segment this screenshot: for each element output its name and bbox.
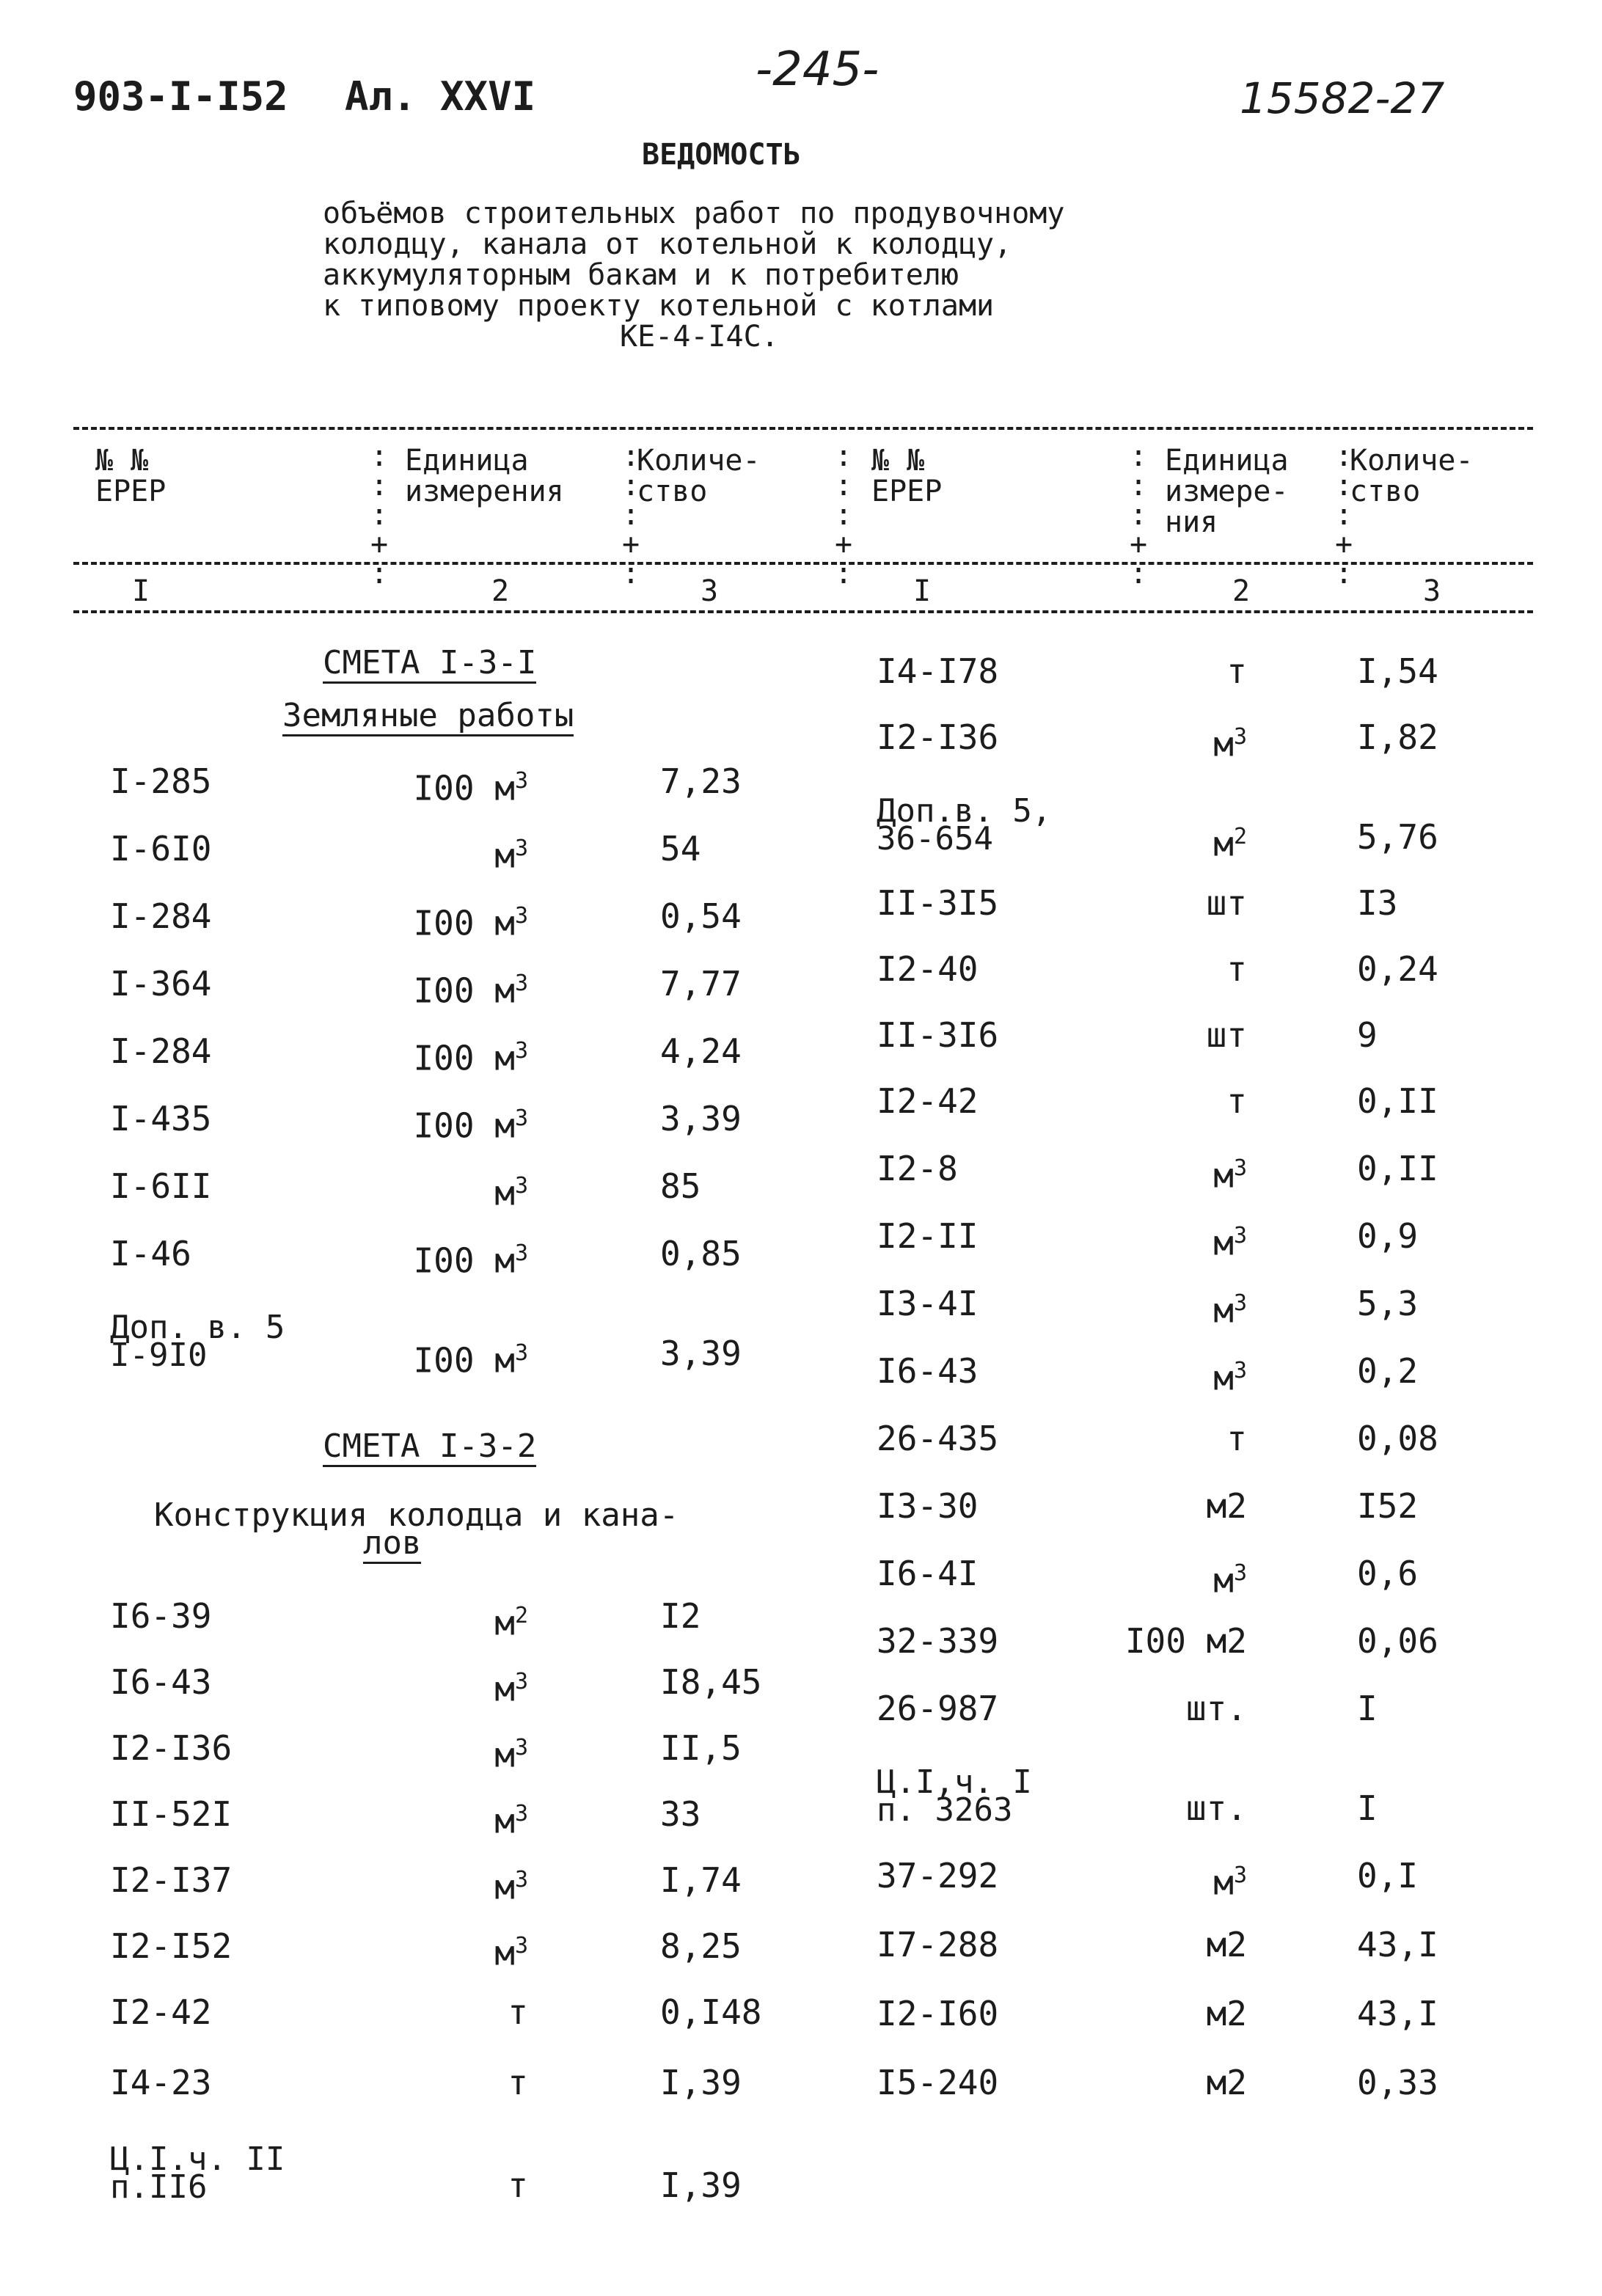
unit-text: м: [1213, 1560, 1234, 1601]
unit-cell: [1100, 1488, 1247, 1524]
unit-text: м: [1213, 1155, 1234, 1196]
row-code: II-3I6: [877, 1015, 999, 1055]
unit-cell: [381, 898, 528, 941]
col5-header-l3: ния: [1165, 505, 1218, 539]
table-top-rule: [73, 427, 1533, 430]
unit-text: м: [494, 1867, 515, 1907]
unit-cell: [1100, 2064, 1247, 2101]
unit-text: т: [1226, 651, 1247, 691]
row-quantity: 7,23: [660, 761, 742, 801]
row-quantity: 0,I48: [660, 1992, 762, 2032]
row-quantity: 0,II: [1357, 1081, 1438, 1121]
unit-text: I00 м: [413, 1105, 515, 1146]
table-numbers-rule: [73, 610, 1533, 613]
row-code: I-364: [110, 964, 212, 1003]
row-quantity: 0,I: [1357, 1856, 1419, 1895]
row-quantity: 0,54: [660, 896, 742, 936]
row-quantity: 3,39: [660, 1099, 742, 1138]
row-quantity: 54: [660, 829, 701, 869]
row-code: I2-I36: [110, 1728, 233, 1768]
unit-exponent: 3: [514, 1173, 528, 1199]
unit-text: т: [1226, 1081, 1247, 1121]
unit-exponent: 3: [514, 1669, 528, 1694]
row-code: I5-240: [877, 2063, 999, 2102]
unit-cell: [1100, 719, 1247, 762]
unit-text: т: [1226, 1419, 1247, 1458]
row-code: I3-30: [877, 1486, 979, 1526]
col6-number: 3: [1423, 574, 1441, 608]
unit-exponent: 3: [514, 1340, 528, 1366]
row-code-line-2: п. 3263: [877, 1791, 1013, 1829]
unit-cell: [1100, 1150, 1247, 1196]
unit-cell: [1100, 819, 1247, 862]
row-quantity: I3: [1357, 883, 1398, 923]
row-quantity: 7,77: [660, 964, 742, 1003]
unit-text: м: [494, 1669, 515, 1709]
unit-cell: [1100, 653, 1247, 690]
unit-text: м: [494, 836, 515, 876]
unit-cell: [381, 2064, 528, 2101]
unit-exponent: 3: [1233, 1862, 1247, 1888]
col1-number: I: [132, 574, 150, 608]
title-line-1: объёмов строительных работ по продувочному: [323, 197, 1065, 230]
row-code: 37-292: [877, 1856, 999, 1895]
unit-exponent: 3: [1233, 1358, 1247, 1383]
row-code: I3-4I: [877, 1284, 979, 1323]
unit-cell: [1100, 1083, 1247, 1119]
unit-cell: [381, 1033, 528, 1076]
unit-exponent: 3: [1233, 1223, 1247, 1248]
col-separator: : : : + :: [835, 439, 853, 591]
row-quantity: I: [1357, 1689, 1378, 1728]
row-quantity: 5,3: [1357, 1284, 1419, 1323]
row-code: I6-43: [877, 1351, 979, 1391]
col2-header-l2: измерения: [405, 475, 564, 508]
row-code: I2-I37: [110, 1860, 233, 1900]
unit-cell: [381, 763, 528, 806]
unit-text: м: [494, 1173, 515, 1213]
unit-text: шт.: [1185, 1689, 1247, 1728]
col-separator: : : : + :: [1335, 439, 1353, 591]
col-separator: : : : + :: [622, 439, 640, 591]
unit-cell: [381, 1796, 528, 1839]
unit-cell: [1100, 1857, 1247, 1901]
unit-cell: [381, 965, 528, 1009]
unit-cell: [1100, 1555, 1247, 1601]
row-quantity: I,54: [1357, 651, 1438, 691]
row-code: I2-42: [877, 1081, 979, 1121]
unit-exponent: 3: [514, 768, 528, 794]
unit-exponent: 3: [1233, 724, 1247, 750]
unit-text: шт.: [1185, 1788, 1247, 1828]
row-quantity: 9: [1357, 1015, 1378, 1055]
col3-number: 3: [701, 574, 719, 608]
unit-exponent: 3: [514, 903, 528, 929]
page-number: -245-: [756, 43, 879, 97]
row-quantity: 0,33: [1357, 2063, 1438, 2102]
unit-text: т: [508, 2165, 528, 2205]
unit-exponent: 2: [514, 1603, 528, 1628]
row-code-line-2: п.II6: [110, 2168, 208, 2206]
row-quantity: I52: [1357, 1486, 1419, 1526]
unit-text: I00 м: [413, 903, 515, 943]
col3-header-l1: Количе-: [637, 444, 761, 478]
col2-header-l1: Единица: [405, 444, 529, 478]
unit-text: м: [494, 1933, 515, 1973]
smeta-1-heading: СМЕТА I-3-I: [323, 644, 536, 681]
row-code: I2-40: [877, 949, 979, 989]
row-quantity: II,5: [660, 1728, 742, 1768]
row-code-line-1: Ц.I.ч. II: [110, 2140, 285, 2178]
row-code: I7-288: [877, 1925, 999, 1964]
unit-exponent: 3: [514, 1105, 528, 1131]
col4-header-l1: № №: [871, 444, 925, 478]
row-code-line-1: Доп. в. 5: [110, 1309, 285, 1346]
unit-cell: [1100, 1926, 1247, 1963]
unit-text: шт: [1206, 883, 1247, 923]
unit-cell: [381, 1598, 528, 1641]
row-code: I-6II: [110, 1166, 212, 1206]
unit-text: шт: [1206, 1015, 1247, 1055]
unit-cell: [1100, 1995, 1247, 2032]
title-line-5: КЕ-4-I4С.: [620, 320, 779, 354]
col6-header-l1: Количе-: [1350, 444, 1474, 478]
project-code: 903-I-I52: [73, 73, 288, 120]
row-code: I4-I78: [877, 651, 999, 691]
row-code: 32-339: [877, 1621, 999, 1661]
row-code: I-284: [110, 896, 212, 936]
title-line-2: колодцу, канала от котельной к колодцу,: [323, 227, 1012, 261]
row-quantity: 0,6: [1357, 1554, 1419, 1593]
unit-cell: [381, 1664, 528, 1707]
document-number: 15582-27: [1240, 73, 1445, 123]
unit-cell: [381, 1235, 528, 1279]
title-line-3: аккумуляторным бакам и к потребителю: [323, 258, 959, 292]
unit-cell: [1100, 951, 1247, 987]
row-quantity: I,39: [660, 2165, 742, 2205]
unit-text: м: [494, 1735, 515, 1775]
unit-cell: [381, 1335, 528, 1381]
col6-header-l2: ство: [1350, 475, 1421, 508]
unit-cell: [381, 2167, 528, 2204]
row-code: I-285: [110, 761, 212, 801]
unit-text: I00 м: [413, 1340, 515, 1381]
unit-cell: [381, 1928, 528, 1971]
smeta-2-heading: СМЕТА I-3-2: [323, 1427, 536, 1465]
unit-text: т: [508, 2063, 528, 2102]
col1-header-l1: № №: [95, 444, 149, 478]
unit-cell: [1100, 1353, 1247, 1396]
document-heading: ВЕДОМОСТЬ: [642, 138, 801, 172]
unit-cell: [381, 1168, 528, 1211]
row-code: 26-435: [877, 1419, 999, 1458]
row-code: I4-23: [110, 2063, 212, 2102]
unit-text: м2: [1206, 2063, 1247, 2102]
row-quantity: I,82: [1357, 717, 1438, 757]
row-quantity: 4,24: [660, 1031, 742, 1071]
row-quantity: 43,I: [1357, 1994, 1438, 2033]
col-separator: : : : + :: [1130, 439, 1148, 591]
col4-number: I: [913, 574, 932, 608]
row-code: I2-I52: [110, 1926, 233, 1966]
unit-cell: [1100, 1420, 1247, 1457]
unit-cell: [381, 1100, 528, 1144]
unit-text: м: [1213, 824, 1234, 864]
col1-header-l2: ЕРЕР: [95, 475, 167, 508]
row-code: I2-I60: [877, 1994, 999, 2033]
smeta-1-subheading: Земляные работы: [282, 697, 574, 734]
unit-exponent: 3: [514, 1867, 528, 1893]
unit-cell: [1100, 885, 1247, 921]
unit-text: м: [494, 1603, 515, 1643]
row-code-line-2: 36-654: [877, 820, 993, 858]
row-code: II-52I: [110, 1794, 233, 1834]
title-line-4: к типовому проекту котельной с котлами: [323, 289, 995, 323]
row-quantity: 0,08: [1357, 1419, 1438, 1458]
row-code: I2-I36: [877, 717, 999, 757]
unit-exponent: 3: [1233, 1155, 1247, 1181]
table-header-rule: [73, 562, 1533, 565]
unit-cell: [1100, 1285, 1247, 1331]
unit-exponent: 3: [514, 1240, 528, 1266]
row-quantity: 33: [660, 1794, 701, 1834]
row-quantity: 3,39: [660, 1334, 742, 1373]
row-code: I6-39: [110, 1596, 212, 1636]
row-code: I6-43: [110, 1662, 212, 1702]
unit-text: м2: [1206, 1994, 1247, 2033]
unit-cell: [1100, 1017, 1247, 1053]
row-quantity: 43,I: [1357, 1925, 1438, 1964]
row-code: I6-4I: [877, 1554, 979, 1593]
unit-exponent: 3: [1233, 1290, 1247, 1316]
row-code-line-1: Ц.I,ч. I: [877, 1763, 1032, 1801]
col2-number: 2: [491, 574, 510, 608]
unit-cell: [381, 1730, 528, 1773]
unit-cell: [1100, 1790, 1247, 1827]
col5-header-l1: Единица: [1165, 444, 1289, 478]
row-quantity: I,74: [660, 1860, 742, 1900]
unit-text: I00 м: [413, 1038, 515, 1078]
unit-cell: [1100, 1690, 1247, 1727]
row-quantity: I2: [660, 1596, 701, 1636]
unit-text: I00 м: [413, 768, 515, 808]
smeta-2-subheading-l2: лов: [363, 1529, 421, 1558]
col5-header-l2: измере-: [1165, 475, 1289, 508]
row-quantity: I: [1357, 1788, 1378, 1828]
unit-text: м: [1213, 1290, 1234, 1331]
unit-text: м2: [1206, 1925, 1247, 1964]
unit-text: т: [1226, 949, 1247, 989]
row-code-line-2: I-9I0: [110, 1337, 208, 1374]
unit-exponent: 3: [514, 1038, 528, 1064]
unit-exponent: 3: [514, 1933, 528, 1959]
unit-text: м2: [1206, 1486, 1247, 1526]
row-quantity: 0,85: [660, 1234, 742, 1273]
unit-exponent: 3: [1233, 1560, 1247, 1586]
row-quantity: 0,2: [1357, 1351, 1419, 1391]
unit-exponent: 3: [514, 970, 528, 996]
unit-exponent: 3: [514, 1735, 528, 1761]
row-code: I2-II: [877, 1216, 979, 1256]
unit-text: м: [494, 1801, 515, 1841]
unit-cell: [381, 830, 528, 874]
row-code: I-284: [110, 1031, 212, 1071]
unit-exponent: 2: [1233, 824, 1247, 849]
row-code: I-435: [110, 1099, 212, 1138]
row-quantity: 0,9: [1357, 1216, 1419, 1256]
unit-text: I00 м2: [1124, 1621, 1247, 1661]
row-quantity: 0,06: [1357, 1621, 1438, 1661]
unit-cell: [381, 1994, 528, 2030]
row-quantity: 0,II: [1357, 1149, 1438, 1188]
unit-cell: [381, 1862, 528, 1905]
unit-text: I00 м: [413, 1240, 515, 1281]
unit-cell: [1100, 1623, 1247, 1659]
row-quantity: I,39: [660, 2063, 742, 2102]
row-code: I2-42: [110, 1992, 212, 2032]
row-code: I2-8: [877, 1149, 958, 1188]
col3-header-l2: ство: [637, 475, 708, 508]
row-code: I-46: [110, 1234, 191, 1273]
unit-text: т: [508, 1992, 528, 2032]
row-quantity: 8,25: [660, 1926, 742, 1966]
row-code: 26-987: [877, 1689, 999, 1728]
row-quantity: 5,76: [1357, 817, 1438, 857]
unit-exponent: 3: [514, 1801, 528, 1827]
unit-text: м: [1213, 724, 1234, 764]
unit-cell: [1100, 1218, 1247, 1261]
unit-exponent: 3: [514, 836, 528, 861]
col5-number: 2: [1232, 574, 1251, 608]
album-number: Ал. XXVI: [345, 73, 536, 120]
row-code: II-3I5: [877, 883, 999, 923]
row-code-line-1: Доп.в. 5,: [877, 792, 1052, 830]
row-quantity: 0,24: [1357, 949, 1438, 989]
smeta-2-subheading-l1: Конструкция колодца и кана-: [154, 1496, 679, 1534]
row-code: I-6I0: [110, 829, 212, 869]
unit-text: I00 м: [413, 970, 515, 1011]
unit-text: м: [1213, 1223, 1234, 1263]
col-separator: : : : + :: [370, 439, 389, 591]
unit-text: м: [1213, 1862, 1234, 1903]
row-quantity: 85: [660, 1166, 701, 1206]
row-quantity: I8,45: [660, 1662, 762, 1702]
unit-text: м: [1213, 1358, 1234, 1398]
col4-header-l2: ЕРЕР: [871, 475, 943, 508]
